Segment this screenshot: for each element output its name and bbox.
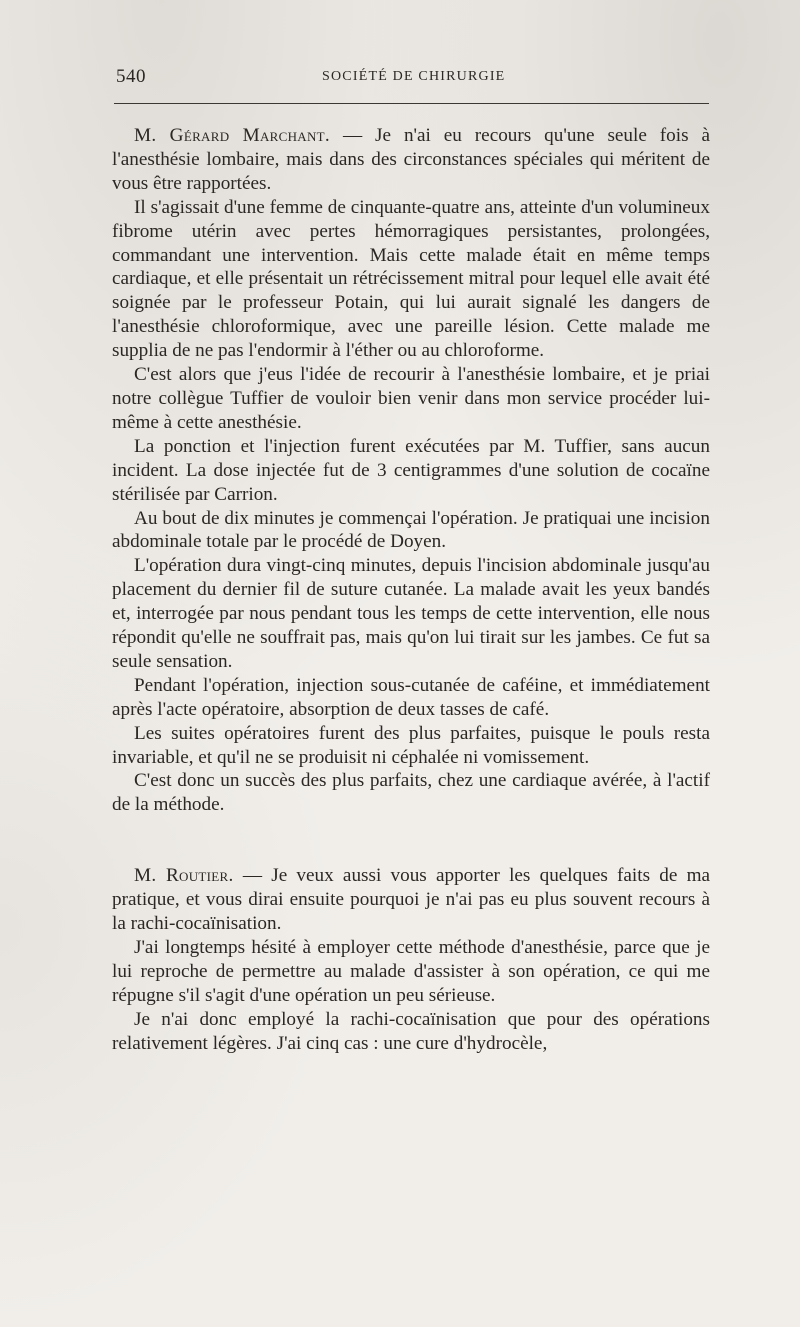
speaker-name: M. Routier.: [134, 865, 234, 887]
paragraph: L'opération dura vingt-cinq minutes, depuis l'incision abdominale jusqu'au placement du dernier fil de suture cutanée. La malade avait les yeux bandés et, interrogée par nous pendant tous les temps de cette intervention, elle nous répondit qu'elle ne souffrait pas, mais qu'on lui tirait sur les jambes. Ce fut sa seule sensation.: [112, 555, 710, 672]
paragraph-text: — Je veux aussi vous apporter les quelques faits de ma pratique, et vous dirai ensuite pourquoi je n'ai pas eu plus souvent recours à la rachi-cocaïnisation.: [112, 865, 711, 935]
paragraph: [112, 124, 710, 196]
paragraph: Il s'agissait d'une femme de cinquante-quatre ans, atteinte d'un volumineux fibrome utérin avec pertes hémorragiques persistantes, prolongées, commandant une intervention. Mais cette malade était en même temps cardiaque, et elle présentait un rétrécissement mitral pour lequel elle avait été soignée par le professeur Potain, qui lui aurait signalé les dangers de l'anesthésie chloroformique, avec une pareille lésion. Cette malade me supplia de ne pas l'endormir à l'éther ou au chloroforme.: [112, 196, 710, 362]
paragraph: La ponction et l'injection furent exécutées par M. Tuffier, sans aucun incident. La dose injectée fut de 3 centigrammes d'une solution de cocaïne stérilisée par Carrion.: [112, 435, 710, 505]
page-number: 540: [116, 66, 146, 87]
header-rule: [114, 103, 709, 104]
paragraph: [112, 864, 710, 936]
paragraph: J'ai longtemps hésité à employer cette méthode d'anesthésie, parce que je lui reproche de permettre au malade d'assister à son opération, ce qui me répugne s'il s'agit d'une opération un peu sérieuse.: [112, 937, 710, 1006]
paragraph-text: — Je n'ai eu recours qu'une seule fois à l'anesthésie lombaire, mais dans des circonstances spéciales qui méritent de vous être rapportées.: [112, 125, 711, 194]
paragraph: Les suites opératoires furent des plus parfaites, puisque le pouls resta invariable, et qu'il ne se produisit ni céphalée ni vomissement.: [112, 722, 710, 768]
paragraph: C'est alors que j'eus l'idée de recourir à l'anesthésie lombaire, et je priai notre collègue Tuffier de vouloir bien venir dans mon service procéder lui-même à cette anesthésie.: [112, 364, 710, 433]
running-title: SOCIÉTÉ DE CHIRURGIE: [322, 69, 506, 84]
paragraph: Au bout de dix minutes je commençai l'opération. Je pratiquai une incision abdominale totale par le procédé de Doyen.: [112, 507, 710, 553]
running-head: [116, 66, 709, 92]
paragraph: Pendant l'opération, injection sous-cutanée de caféine, et immédiatement après l'acte opératoire, absorption de deux tasses de café.: [112, 674, 710, 720]
paragraph: Je n'ai donc employé la rachi-cocaïnisation que pour des opérations relativement légères. J'ai cinq cas : une cure d'hydrocèle,: [112, 1008, 710, 1054]
paragraph: C'est donc un succès des plus parfaits, chez une cardiaque avérée, à l'actif de la méthode.: [112, 770, 710, 816]
section-gap: [112, 817, 710, 864]
body-text: [112, 124, 710, 1056]
speaker-name: M. Gérard Marchant.: [134, 125, 331, 146]
